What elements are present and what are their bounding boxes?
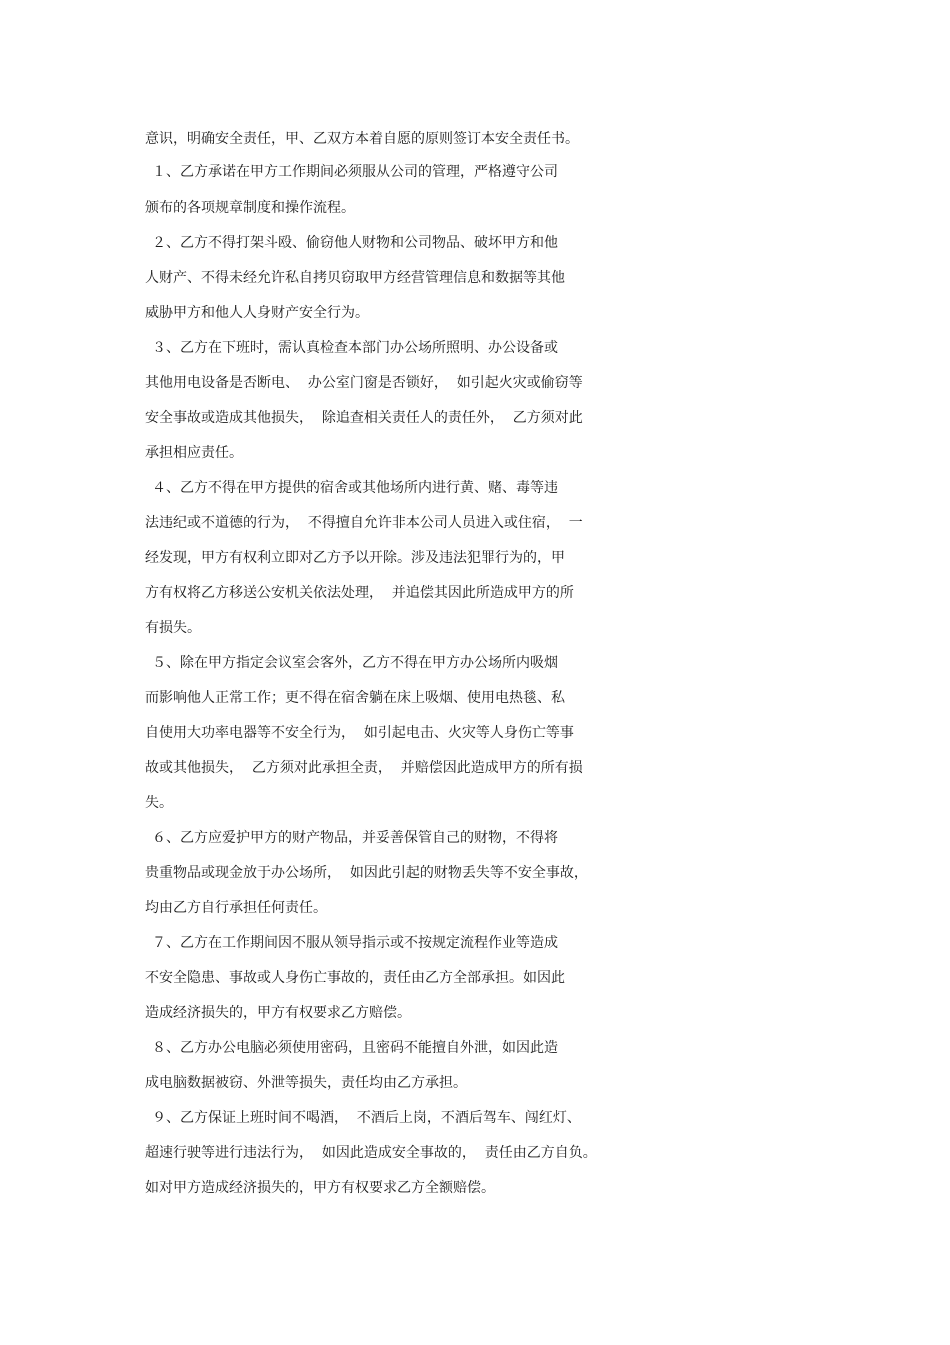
clause-6-line-3: 均由乙方自行承担任何责任。	[145, 900, 327, 916]
clause-9-line-3: 如对甲方造成经济损失的，甲方有权要求乙方全额赔偿。	[145, 1180, 495, 1196]
clause-3-line-4: 承担相应责任。	[145, 445, 243, 461]
clause-1-line-2: 颁布的各项规章制度和操作流程。	[145, 200, 355, 216]
clause-2-line-3: 威胁甲方和他人人身财产安全行为。	[145, 305, 369, 321]
clause-2-line-1: ２、乙方不得打架斗殴、偷窃他人财物和公司物品、破坏甲方和他	[152, 235, 558, 251]
clause-8-line-1: ８、乙方办公电脑必须使用密码，且密码不能擅自外泄，如因此造	[152, 1040, 558, 1056]
clause-4-line-1: ４、乙方不得在甲方提供的宿舍或其他场所内进行黄、赌、毒等违	[152, 480, 558, 496]
clause-2-line-2: 人财产、不得未经允许私自拷贝窃取甲方经营管理信息和数据等其他	[145, 270, 565, 286]
clause-4-line-4: 方有权将乙方移送公安机关依法处理， 并追偿其因此所造成甲方的所	[145, 585, 574, 601]
clause-4-line-3: 经发现，甲方有权利立即对乙方予以开除。涉及违法犯罪行为的，甲	[145, 550, 565, 566]
text-line-1: 意识，明确安全责任，甲、乙双方本着自愿的原则签订本安全责任书。	[145, 131, 579, 147]
clause-4-line-2: 法违纪或不道德的行为， 不得擅自允许非本公司人员进入或住宿， 一	[145, 515, 583, 531]
clause-3-line-2: 其他用电设备是否断电、 办公室门窗是否锁好， 如引起火灾或偷窃等	[145, 375, 583, 391]
clause-5-line-4: 故或其他损失， 乙方须对此承担全责， 并赔偿因此造成甲方的所有损	[145, 760, 583, 776]
clause-7-line-1: ７、乙方在工作期间因不服从领导指示或不按规定流程作业等造成	[152, 935, 558, 951]
clause-8-line-2: 成电脑数据被窃、外泄等损失，责任均由乙方承担。	[145, 1075, 467, 1091]
clause-1-line-1: １、乙方承诺在甲方工作期间必须服从公司的管理，严格遵守公司	[152, 164, 558, 180]
clause-5-line-3: 自使用大功率电器等不安全行为， 如引起电击、火灾等人身伤亡等事	[145, 725, 574, 741]
clause-7-line-3: 造成经济损失的，甲方有权要求乙方赔偿。	[145, 1005, 411, 1021]
clause-9-line-1: ９、乙方保证上班时间不喝酒， 不酒后上岗，不酒后驾车、闯红灯、	[152, 1110, 581, 1126]
clause-3-line-3: 安全事故或造成其他损失， 除追查相关责任人的责任外， 乙方须对此	[145, 410, 583, 426]
clause-6-line-1: ６、乙方应爱护甲方的财产物品，并妥善保管自己的财物，不得将	[152, 830, 558, 846]
clause-5-line-2: 而影响他人正常工作；更不得在宿舍躺在床上吸烟、使用电热毯、私	[145, 690, 565, 706]
clause-5-line-5: 失。	[145, 795, 173, 811]
clause-5-line-1: ５、除在甲方指定会议室会客外，乙方不得在甲方办公场所内吸烟	[152, 655, 558, 671]
clause-7-line-2: 不安全隐患、事故或人身伤亡事故的，责任由乙方全部承担。如因此	[145, 970, 565, 986]
clause-6-line-2: 贵重物品或现金放于办公场所， 如因此引起的财物丢失等不安全事故，	[145, 865, 588, 881]
clause-9-line-2: 超速行驶等进行违法行为， 如因此造成安全事故的， 责任由乙方自负。	[145, 1145, 597, 1161]
clause-3-line-1: ３、乙方在下班时，需认真检查本部门办公场所照明、办公设备或	[152, 340, 558, 356]
clause-4-line-5: 有损失。	[145, 620, 201, 636]
